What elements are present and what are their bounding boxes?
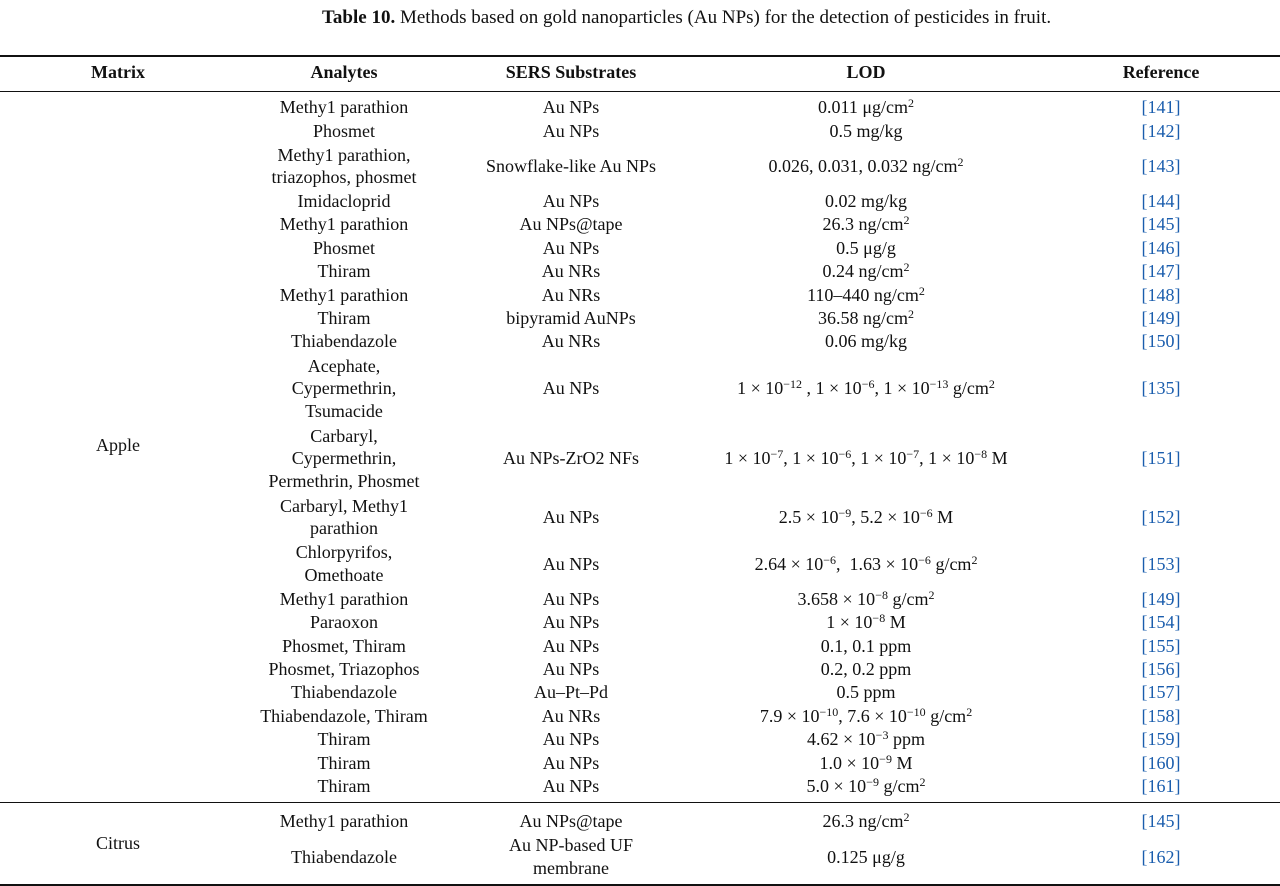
substrate-cell (461, 775, 681, 798)
analyte-line: Acephate, (307, 355, 381, 376)
header-matrix: Matrix (91, 62, 145, 82)
substrate-cell (461, 728, 681, 751)
analyte-line: Phosmet, Triazophos (268, 659, 420, 680)
matrix-cell: Citrus (95, 833, 140, 854)
analytes-cell (244, 587, 444, 610)
lod-value: 0.5 ppm (836, 682, 896, 703)
lod-value: $2.5 \times 10^{-9}$, $5.2 \times 10^{-6}$ M (778, 505, 954, 527)
reference-cell (1091, 190, 1231, 213)
reference-link[interactable]: [147] (1141, 261, 1181, 282)
lod-cell (666, 611, 1066, 634)
lod-value: 36.58 $ng/cm^2$ (818, 307, 914, 329)
analyte-line: Cypermethrin, (291, 378, 397, 399)
reference-link[interactable]: [160] (1141, 752, 1181, 773)
lod-value: 0.24 $ng/cm^2$ (822, 260, 910, 282)
lod-value: 0.125 μg/g (827, 846, 905, 867)
substrate-line: Au NRs (541, 284, 601, 305)
substrate-line: Au NRs (541, 261, 601, 282)
lod-cell (666, 728, 1066, 751)
reference-cell (1091, 681, 1231, 704)
substrate-cell (461, 634, 681, 657)
substrate-line: Au NPs (542, 237, 600, 258)
lod-cell (666, 236, 1066, 259)
caption-label: Table 10. (322, 7, 396, 28)
lod-cell (666, 424, 1066, 494)
analytes-cell (244, 494, 444, 541)
reference-link[interactable]: [159] (1141, 729, 1181, 750)
analyte-line: Omethoate (304, 564, 384, 585)
lod-cell (666, 213, 1066, 236)
substrate-cell (461, 213, 681, 236)
analytes-cell (244, 283, 444, 306)
substrate-line: Au NRs (541, 331, 601, 352)
substrate-cell (461, 494, 681, 541)
reference-link[interactable]: [141] (1141, 97, 1181, 118)
lod-cell (666, 330, 1066, 353)
analyte-line: Methy1 parathion (279, 811, 409, 832)
lod-cell (666, 541, 1066, 588)
analytes-cell (244, 330, 444, 353)
header-reference: Reference (1122, 62, 1200, 82)
substrate-cell (461, 353, 681, 423)
matrix-cell: Apple (96, 435, 140, 455)
reference-link[interactable]: [151] (1141, 448, 1181, 469)
lod-cell (666, 587, 1066, 610)
reference-cell (1091, 728, 1231, 751)
analyte-line: Carbaryl, (310, 425, 378, 446)
substrate-cell (461, 143, 681, 190)
reference-cell (1091, 260, 1231, 283)
reference-link[interactable]: [144] (1141, 191, 1181, 212)
reference-link[interactable]: [143] (1141, 155, 1181, 176)
substrate-line: Au NPs (542, 506, 600, 527)
analytes-cell (244, 810, 444, 833)
reference-link[interactable]: [149] (1141, 588, 1181, 609)
lod-cell (666, 119, 1066, 142)
analyte-line: Phosmet (312, 120, 375, 141)
substrate-cell (461, 236, 681, 259)
reference-link[interactable]: [161] (1141, 776, 1181, 797)
analytes-cell (244, 190, 444, 213)
analyte-line: Methy1 parathion (279, 97, 409, 118)
analyte-line: Tsumacide (305, 400, 383, 421)
analyte-line: Thiram (317, 261, 371, 282)
reference-cell (1091, 119, 1231, 142)
substrate-cell (461, 190, 681, 213)
substrate-line: bipyramid AuNPs (506, 308, 636, 329)
substrate-line: Au NPs (542, 120, 600, 141)
analytes-cell (244, 833, 444, 880)
lod-cell (666, 190, 1066, 213)
substrate-cell (461, 424, 681, 494)
analytes-cell (244, 775, 444, 798)
substrate-cell (461, 611, 681, 634)
reference-link[interactable]: [158] (1141, 705, 1181, 726)
reference-link[interactable]: [145] (1141, 214, 1181, 235)
analyte-line: Thiabendazole (291, 331, 397, 352)
analytes-cell (244, 213, 444, 236)
substrate-cell (461, 330, 681, 353)
reference-link[interactable]: [142] (1141, 120, 1181, 141)
reference-cell (1091, 424, 1231, 494)
substrate-cell (461, 283, 681, 306)
lod-cell (666, 260, 1066, 283)
analyte-line: Methy1 parathion (279, 214, 409, 235)
substrate-line: Snowflake-like Au NPs (486, 155, 656, 176)
lod-cell (666, 833, 1066, 880)
reference-link[interactable]: [157] (1141, 682, 1181, 703)
substrate-line: Au NPs (542, 378, 600, 399)
reference-cell (1091, 213, 1231, 236)
substrate-cell (461, 704, 681, 727)
reference-cell (1091, 330, 1231, 353)
lod-cell (666, 751, 1066, 774)
lod-cell (666, 143, 1066, 190)
header-analytes: Analytes (310, 62, 378, 82)
lod-value: $2.64 \times 10^{-6}$, $1.63 \times 10^{-6}$ $g/cm^2$ (754, 552, 978, 574)
analyte-line: Imidacloprid (297, 191, 391, 212)
substrate-line: Au NRs (541, 705, 601, 726)
lod-cell (666, 810, 1066, 833)
reference-link[interactable]: [162] (1141, 846, 1181, 867)
analytes-cell (244, 704, 444, 727)
analyte-line: Phosmet (312, 237, 375, 258)
lod-value: $1 \times 10^{-8}$ M (826, 611, 906, 633)
lod-cell (666, 307, 1066, 330)
reference-link[interactable]: [135] (1141, 378, 1181, 399)
analyte-line: Chlorpyrifos, (295, 542, 393, 563)
reference-link[interactable]: [154] (1141, 612, 1181, 633)
substrate-line: Au NPs@tape (519, 214, 623, 235)
header-rule (0, 91, 1280, 92)
lod-cell (666, 634, 1066, 657)
lod-value: $5.0 \times 10^{-9}$ $g/cm^2$ (806, 775, 926, 797)
lod-cell (666, 283, 1066, 306)
analyte-line: Methy1 parathion (279, 588, 409, 609)
reference-cell (1091, 775, 1231, 798)
substrate-line: Au–Pt–Pd (533, 682, 609, 703)
reference-link[interactable]: [156] (1141, 659, 1181, 680)
lod-cell (666, 704, 1066, 727)
reference-cell (1091, 283, 1231, 306)
analyte-line: Permethrin, Phosmet (268, 470, 420, 491)
reference-cell (1091, 307, 1231, 330)
analytes-cell (244, 260, 444, 283)
lod-value: 26.3 $ng/cm^2$ (822, 810, 910, 832)
reference-cell (1091, 810, 1231, 833)
reference-link[interactable]: [155] (1141, 635, 1181, 656)
substrate-cell (461, 307, 681, 330)
analytes-cell (244, 634, 444, 657)
header-lod: LOD (846, 62, 886, 82)
analytes-cell (244, 658, 444, 681)
analytes-cell (244, 307, 444, 330)
lod-value: $1.0 \times 10^{-9}$ M (819, 751, 913, 773)
analytes-cell (244, 424, 444, 494)
analyte-line: Thiram (317, 308, 371, 329)
reference-cell (1091, 353, 1231, 423)
analytes-cell (244, 236, 444, 259)
analyte-line: Methy1 parathion (279, 284, 409, 305)
analytes-cell (244, 353, 444, 423)
substrate-line: Au NPs (542, 97, 600, 118)
reference-cell (1091, 236, 1231, 259)
substrate-line: membrane (533, 857, 609, 878)
lod-cell (666, 96, 1066, 119)
reference-cell (1091, 587, 1231, 610)
analyte-line: parathion (310, 518, 378, 539)
lod-cell (666, 775, 1066, 798)
analyte-line: Thiram (317, 776, 371, 797)
table-caption (322, 7, 1272, 29)
lod-value: $1 \times 10^{-12}$ , $1 \times 10^{-6}$, $1 \times 10^{-13}$ $g/cm^2$ (737, 377, 995, 399)
substrate-line: Au NPs (542, 729, 600, 750)
substrate-cell (461, 587, 681, 610)
analyte-line: Thiram (317, 752, 371, 773)
substrate-line: Au NPs (542, 659, 600, 680)
lod-value: 110–440 $ng/cm^2$ (807, 283, 925, 305)
reference-cell (1091, 833, 1231, 880)
analyte-line: Methy1 parathion, (277, 144, 411, 165)
analytes-cell (244, 143, 444, 190)
caption-text: Methods based on gold nanoparticles (Au NPs) for the detection of pesticides in fruit. (399, 7, 1052, 28)
lod-cell (666, 353, 1066, 423)
analyte-line: Paraoxon (310, 612, 378, 633)
analyte-line: Phosmet, Thiram (282, 635, 406, 656)
top-rule (0, 55, 1280, 57)
reference-cell (1091, 143, 1231, 190)
lod-value: $1 \times 10^{-7}$, $1 \times 10^{-6}$, $1 \times 10^{-7}$, $1 \times 10^{-8}$ M (724, 447, 1008, 469)
substrate-cell (461, 751, 681, 774)
substrate-cell (461, 681, 681, 704)
substrate-cell (461, 260, 681, 283)
substrate-cell (461, 541, 681, 588)
analytes-cell (244, 681, 444, 704)
substrate-line: Au NPs (542, 553, 600, 574)
substrate-line: Au NPs (542, 612, 600, 633)
substrate-line: Au NPs (542, 752, 600, 773)
analytes-cell (244, 96, 444, 119)
reference-cell (1091, 751, 1231, 774)
analytes-cell (244, 119, 444, 142)
reference-link[interactable]: [150] (1141, 331, 1181, 352)
lod-value: 0.026, 0.031, 0.032 $ng/cm^2$ (768, 154, 964, 176)
substrate-line: Au NPs (542, 191, 600, 212)
reference-cell (1091, 658, 1231, 681)
reference-link[interactable]: [145] (1141, 811, 1181, 832)
lod-value: 0.1, 0.1 ppm (820, 635, 912, 656)
substrate-cell (461, 833, 681, 880)
analytes-cell (244, 751, 444, 774)
analyte-line: Cypermethrin, (291, 448, 397, 469)
lod-value: 0.02 mg/kg (824, 191, 907, 212)
lod-value: 0.5 mg/kg (829, 120, 903, 141)
substrate-line: Au NPs@tape (519, 811, 623, 832)
substrate-cell (461, 810, 681, 833)
group-rule (0, 802, 1280, 803)
analytes-cell (244, 611, 444, 634)
reference-cell (1091, 96, 1231, 119)
lod-cell (666, 658, 1066, 681)
substrate-line: Au NPs-ZrO2 NFs (502, 448, 639, 469)
substrate-line: Au NPs (542, 635, 600, 656)
lod-value: $7.9 \times 10^{-10}$, $7.6 \times 10^{-10}$ $g/cm^2$ (759, 704, 973, 726)
analyte-line: Thiabendazole (291, 846, 397, 867)
substrate-line: Au NP-based UF (509, 835, 633, 856)
substrate-line: Au NPs (542, 588, 600, 609)
lod-value: $3.658 \times 10^{-8}$ $g/cm^2$ (797, 587, 935, 609)
lod-cell (666, 681, 1066, 704)
substrate-cell (461, 658, 681, 681)
reference-cell (1091, 611, 1231, 634)
reference-link[interactable]: [146] (1141, 237, 1181, 258)
header-substrates: SERS Substrates (505, 62, 637, 82)
substrate-cell (461, 119, 681, 142)
reference-cell (1091, 704, 1231, 727)
lod-value: 0.011 $\mu g/cm^2$ (818, 96, 914, 118)
lod-value: 26.3 $ng/cm^2$ (822, 213, 910, 235)
reference-cell (1091, 634, 1231, 657)
reference-link[interactable]: [153] (1141, 553, 1181, 574)
reference-cell (1091, 494, 1231, 541)
lod-cell (666, 494, 1066, 541)
analyte-line: Thiabendazole (291, 682, 397, 703)
reference-link[interactable]: [148] (1141, 284, 1181, 305)
reference-cell (1091, 541, 1231, 588)
lod-value: 0.2, 0.2 ppm (820, 659, 912, 680)
lod-value: 0.06 mg/kg (824, 331, 907, 352)
reference-link[interactable]: [152] (1141, 506, 1181, 527)
substrate-cell (461, 96, 681, 119)
analytes-cell (244, 541, 444, 588)
lod-value: 0.5 μg/g (836, 237, 896, 258)
analytes-cell (244, 728, 444, 751)
analyte-line: Thiram (317, 729, 371, 750)
lod-value: $4.62 \times 10^{-3}$ ppm (807, 728, 925, 750)
substrate-line: Au NPs (542, 776, 600, 797)
analyte-line: Thiabendazole, Thiram (260, 705, 428, 726)
analyte-line: Carbaryl, Methy1 (280, 495, 408, 516)
analyte-line: triazophos, phosmet (271, 167, 417, 188)
reference-link[interactable]: [149] (1141, 308, 1181, 329)
